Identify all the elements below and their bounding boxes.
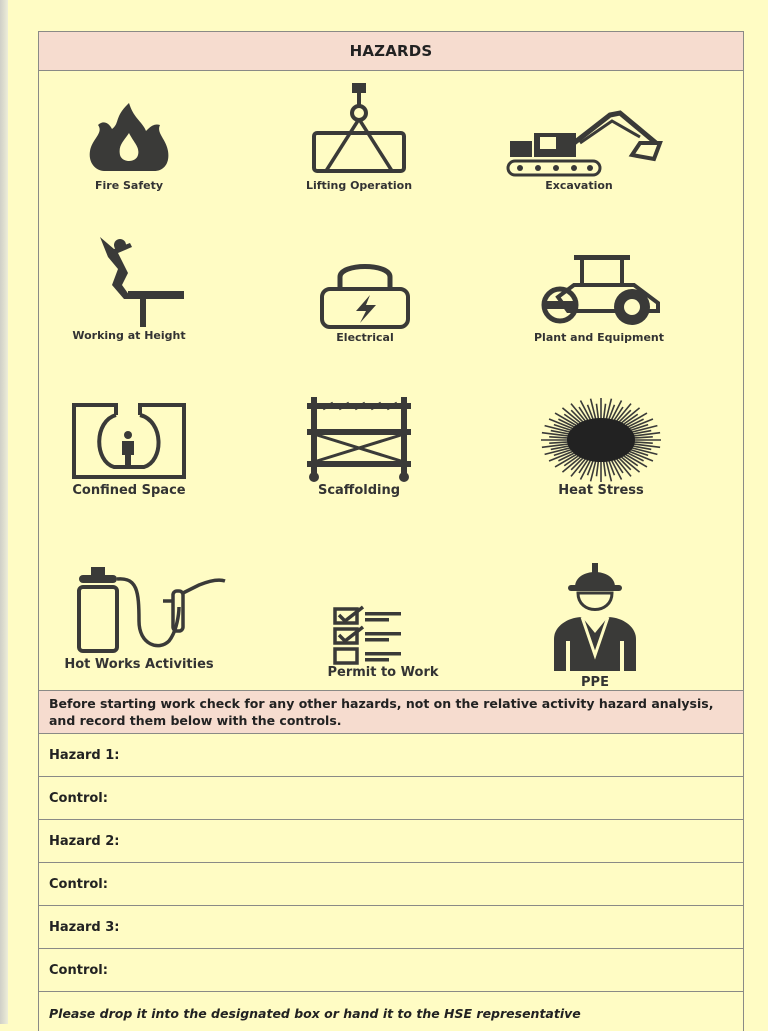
hazard-plant-and-equipment [509,251,689,344]
hazard-label: Fire Safety [94,179,164,192]
hazard-2-field[interactable]: Hazard 2: [39,820,743,863]
electrical-lock-icon [310,261,420,331]
hazards-form [38,31,744,1031]
hazard-label: Hot Works Activities [64,657,214,672]
hazard-permit-to-work [293,605,473,680]
crane-hook-icon [304,81,414,179]
hazard-label: Plant and Equipment [533,331,664,344]
hazard-label: Heat Stress [558,483,644,498]
confined-space-icon [64,401,194,483]
hazard-icon-grid [39,71,743,691]
hazard-hot-works-activities [49,561,229,672]
scaffold-icon [299,393,419,483]
hazard-label: Working at Height [72,329,186,342]
form-title: HAZARDS [39,32,743,71]
hazard-label: Scaffolding [317,483,401,498]
hazard-electrical [275,261,455,344]
hazard-3-field[interactable]: Hazard 3: [39,906,743,949]
hazard-working-at-height [39,229,219,342]
additional-hazards-notice: Before starting work check for any other hazards, not on the relative activity hazard analysis, and record them below with the controls. [39,690,743,734]
excavator-icon [494,103,664,179]
hazard-lifting-operation [269,81,449,192]
hazard-label: PPE [581,675,609,690]
hazard-label: Permit to Work [327,665,439,680]
hazard-label: Confined Space [72,483,186,498]
submission-instruction: Please drop it into the designated box or hand it to the HSE representative [49,1006,581,1021]
hazard-scaffolding [269,393,449,498]
hazard-control-rows [39,734,743,992]
hazard-fire-safety [39,99,219,192]
checklist-icon [323,605,443,665]
road-roller-icon [534,251,664,331]
hazard-ppe [505,559,685,690]
hazard-heat-stress [511,397,691,498]
hazard-excavation [489,103,669,192]
hazard-label: Lifting Operation [305,179,413,192]
hazard-1-field[interactable]: Hazard 1: [39,734,743,777]
control-2-field[interactable]: Control: [39,863,743,906]
fall-person-icon [74,229,184,329]
hazard-label: Excavation [545,179,613,192]
gas-cylinder-torch-icon [49,561,229,657]
hazard-confined-space [39,401,219,498]
hard-hat-worker-icon [540,559,650,675]
page-edge-shadow [0,0,8,1024]
control-3-field[interactable]: Control: [39,949,743,992]
hazard-label: Electrical [336,331,394,344]
fire-icon [74,99,184,179]
control-1-field[interactable]: Control: [39,777,743,820]
sunburst-icon [538,397,664,483]
